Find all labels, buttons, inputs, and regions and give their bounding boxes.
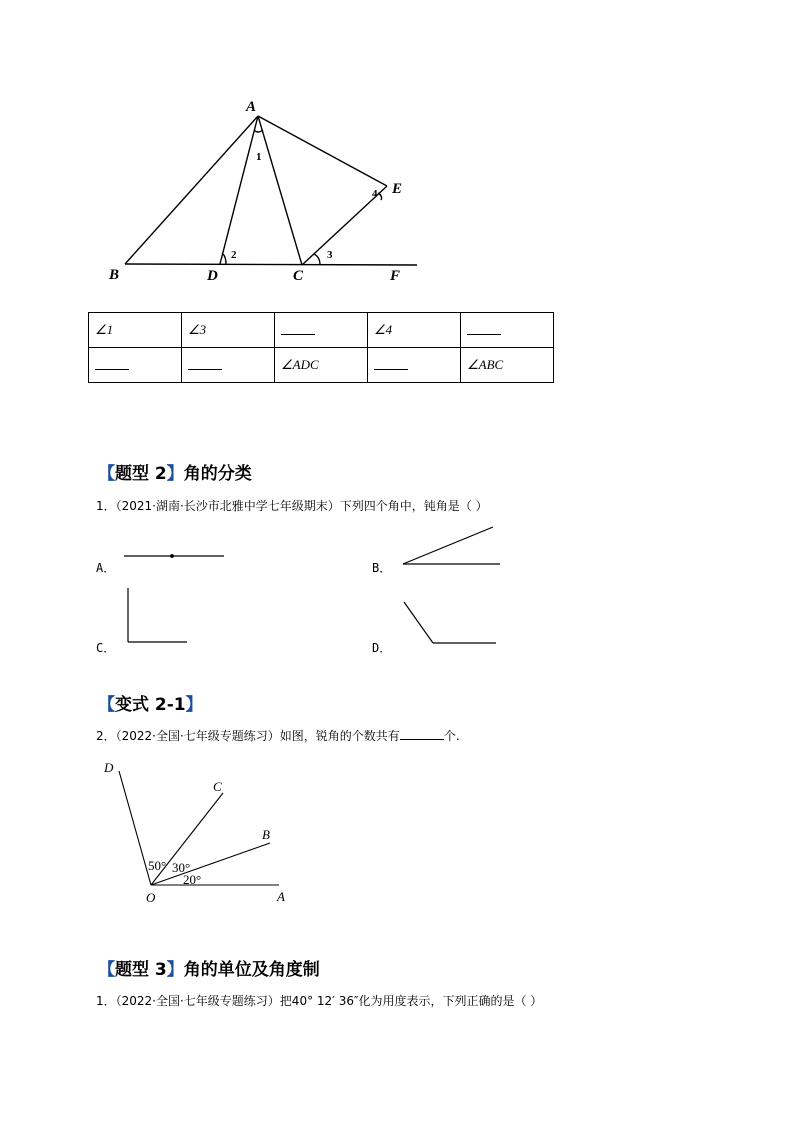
option-c-angle bbox=[128, 588, 187, 642]
rays-figure bbox=[0, 750, 794, 910]
line-bf bbox=[125, 264, 417, 265]
variant-title: 变式 2-1 bbox=[115, 695, 186, 715]
label-b: B bbox=[262, 827, 270, 842]
ray-od bbox=[119, 771, 151, 885]
bracket-close: 】 bbox=[166, 464, 184, 484]
option-d-angle bbox=[404, 602, 496, 643]
section-title: 题型 3 bbox=[115, 960, 167, 980]
label-o: O bbox=[146, 890, 156, 905]
cell-text: ∠1 bbox=[95, 322, 114, 337]
table-cell bbox=[368, 313, 461, 348]
cell-text: ∠ADC bbox=[281, 357, 319, 372]
section-heading-2 bbox=[98, 459, 252, 484]
table-row bbox=[89, 313, 554, 348]
label-d: D bbox=[207, 268, 218, 284]
cell-text: ∠ABC bbox=[467, 357, 504, 372]
table-cell bbox=[368, 348, 461, 383]
table-cell bbox=[275, 348, 368, 383]
label-c: C bbox=[213, 779, 222, 794]
question-2-1 bbox=[96, 497, 488, 514]
bracket-close: 】 bbox=[166, 960, 184, 980]
table-cell bbox=[89, 348, 182, 383]
angle-50: 50° bbox=[148, 858, 167, 873]
angle-label-2: 2 bbox=[231, 249, 237, 261]
angle-table bbox=[88, 312, 554, 383]
table-cell bbox=[461, 313, 554, 348]
answer-blank[interactable] bbox=[374, 357, 408, 370]
answer-blank[interactable] bbox=[95, 357, 129, 370]
answer-blank[interactable] bbox=[188, 357, 222, 370]
label-e: E bbox=[392, 181, 403, 197]
bracket-open: 【 bbox=[98, 695, 115, 715]
label-a: A bbox=[277, 889, 285, 904]
option-c-label[interactable]: C． bbox=[96, 641, 116, 655]
option-angles-figure bbox=[0, 515, 794, 655]
section-text: 角的分类 bbox=[183, 464, 252, 484]
triangle-figure bbox=[0, 0, 794, 300]
section-title: 题型 2 bbox=[115, 464, 167, 484]
line-ad bbox=[220, 116, 258, 264]
line-ab bbox=[125, 116, 258, 264]
question-2-2 bbox=[96, 727, 460, 744]
ray-ob bbox=[151, 843, 270, 885]
label-c: C bbox=[293, 268, 304, 284]
cell-text: ∠4 bbox=[374, 322, 393, 337]
table-cell bbox=[461, 348, 554, 383]
bracket-open: 【 bbox=[98, 464, 115, 484]
section-heading-3 bbox=[98, 955, 320, 980]
angle-label-1: 1 bbox=[256, 151, 262, 163]
bracket-close: 】 bbox=[185, 695, 203, 715]
option-b-angle bbox=[403, 527, 500, 564]
option-a-angle bbox=[124, 555, 224, 558]
line-ae bbox=[258, 116, 387, 186]
question-text: 1．（2021·湖南·长沙市北雅中学七年级期末）下列四个角中，钝角是（ ） bbox=[96, 499, 488, 513]
option-a-label[interactable]: A． bbox=[96, 561, 116, 575]
question-text-end: 个. bbox=[443, 729, 460, 743]
label-d: D bbox=[104, 760, 114, 775]
table-cell bbox=[182, 313, 275, 348]
option-b-label[interactable]: B． bbox=[372, 561, 392, 575]
answer-blank[interactable] bbox=[400, 729, 444, 740]
angle-label-3: 3 bbox=[327, 249, 333, 261]
label-b: B bbox=[109, 267, 120, 283]
question-text: 2．（2022·全国·七年级专题练习）如图，锐角的个数共有 bbox=[96, 729, 400, 743]
angle-20: 20° bbox=[183, 872, 202, 887]
option-d-label[interactable]: D． bbox=[372, 641, 392, 655]
answer-blank[interactable] bbox=[281, 322, 315, 335]
label-f: F bbox=[390, 268, 401, 284]
variant-heading bbox=[98, 690, 203, 715]
table-row bbox=[89, 348, 554, 383]
answer-blank[interactable] bbox=[467, 322, 501, 335]
angle-label-4: 4 bbox=[372, 188, 378, 200]
section-text: 角的单位及角度制 bbox=[183, 960, 320, 980]
question-text: 1．（2022·全国·七年级专题练习）把40° 12′ 36″化为用度表示，下列正确的是（ ） bbox=[96, 994, 543, 1008]
angle-arc-4 bbox=[378, 193, 382, 200]
question-3-1 bbox=[96, 992, 542, 1009]
angle-arc-3 bbox=[314, 254, 320, 265]
cell-text: ∠3 bbox=[188, 322, 207, 337]
table-cell bbox=[89, 313, 182, 348]
line-ac bbox=[258, 116, 302, 265]
angle-arc-1 bbox=[254, 130, 263, 132]
label-a: A bbox=[246, 99, 257, 115]
table-cell bbox=[182, 348, 275, 383]
angle-30: 30° bbox=[172, 860, 191, 875]
bracket-open: 【 bbox=[98, 960, 115, 980]
table-cell bbox=[275, 313, 368, 348]
